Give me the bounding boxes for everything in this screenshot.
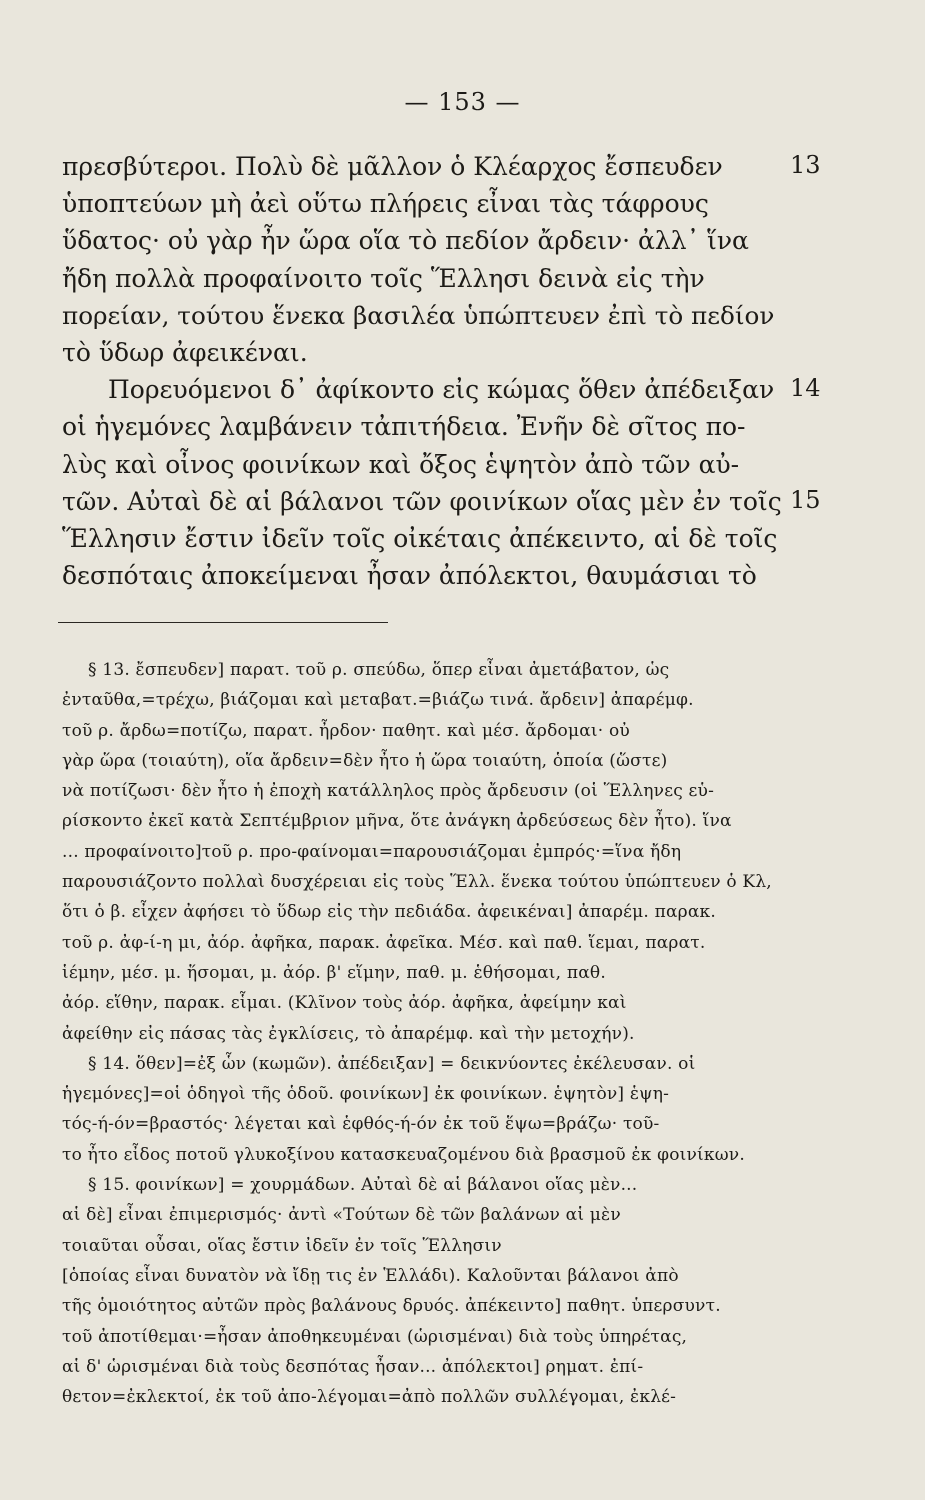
note-line: παρουσιάζοντο πολλαὶ δυσχέρειαι εἰς τοὺς Ἕλλ. ἕνεκα τούτου ὑπώπτευεν ὁ Κλ, [62, 872, 772, 893]
note-line: ἡγεμόνες]=οἱ ὁδηγοὶ τῆς ὁδοῦ. φοινίκων] ἐκ φοινίκων. ἑψητὸν] ἑψη- [62, 1084, 670, 1105]
main-text-line: τὸ ὕδωρ ἀφεικέναι. [62, 337, 308, 367]
note-line: ... προφαίνοιτο]τοῦ ρ. προ-φαίνομαι=παρουσιάζομαι ἐμπρός·=ἵνα ἤδη [62, 841, 682, 862]
note-line: τοῦ ἀποτίθεμαι·=ἦσαν ἀποθηκευμέναι (ὡρισμέναι) διὰ τοὺς ὑπηρέτας, [62, 1326, 688, 1347]
commentary-notes [62, 655, 842, 1412]
note-line: τοῦ ρ. ἀφ-ί-η μι, ἀόρ. ἀφῆκα, παρακ. ἀφεῖκα. Μέσ. καὶ παθ. ἵεμαι, παρατ. [62, 932, 706, 953]
note-line: ἐνταῦθα,=τρέχω, βιάζομαι καὶ μεταβατ.=βιάζω τινά. ἄρδειν] ἀπαρέμφ. [62, 690, 694, 711]
note-line: ὅτι ὁ β. εἶχεν ἀφήσει τὸ ὕδωρ εἰς τὴν πεδιάδα. ἀφεικέναι] ἀπαρέμ. παρακ. [62, 902, 716, 923]
note-line: θετον=ἐκλεκτοί, ἐκ τοῦ ἀπο-λέγομαι=ἀπὸ πολλῶν συλλέγομαι, ἐκλέ- [62, 1387, 677, 1408]
note-line: [ὁποίας εἶναι δυνατὸν νὰ ἴδῃ τις ἐν Ἑλλάδι). Καλοῦνται βάλανοι ἀπὸ [62, 1265, 679, 1286]
main-text-line: τῶν. Αὐταὶ δὲ αἱ βάλανοι τῶν φοινίκων οἵας μὲν ἐν τοῖς [62, 486, 782, 516]
note-line: ρίσκοντο ἐκεῖ κατὰ Σεπτέμβριον μῆνα, ὅτε ἀνάγκη ἀρδεύσεως δὲν ἦτο). ἵνα [62, 811, 732, 832]
main-text-line: Πορευόμενοι δ᾽ ἀφίκοντο εἰς κώμας ὅθεν ἀπέδειξαν [108, 375, 775, 405]
section-number: 15 [790, 485, 821, 514]
note-line: τός-ή-όν=βραστός· λέγεται καὶ ἑφθός-ή-όν ἐκ τοῦ ἕψω=βράζω· τοῦ- [62, 1114, 660, 1135]
main-text-line: δεσπόταις ἀποκείμεναι ἦσαν ἀπόλεκτοι, θαυμάσιαι τὸ [62, 561, 757, 591]
main-text-line: Ἕλλησιν ἔστιν ἰδεῖν τοῖς οἰκέταις ἀπέκειντο, αἱ δὲ τοῖς [62, 523, 778, 553]
main-text-line: λὺς καὶ οἶνος φοινίκων καὶ ὄξος ἑψητὸν ἀπὸ τῶν αὐ- [62, 449, 740, 479]
section-number: 13 [790, 151, 821, 179]
note-line: ἀφείθην εἰς πάσας τὰς ἐγκλίσεις, τὸ ἀπαρέμφ. καὶ τὴν μετοχήν). [62, 1023, 635, 1044]
main-text-block [62, 148, 782, 594]
main-text-line: ὕδατος· οὐ γὰρ ἦν ὥρα οἵα τὸ πεδίον ἄρδειν· ἀλλ᾽ ἵνα [62, 226, 749, 256]
main-text-line: ὑποπτεύων μὴ ἀεὶ οὕτω πλήρεις εἶναι τὰς τάφρους [62, 189, 709, 219]
note-line: γὰρ ὥρα (τοιαύτη), οἵα ἄρδειν=δὲν ἦτο ἡ ὥρα τοιαύτη, ὁποία (ὥστε) [62, 750, 668, 771]
note-line: το ἦτο εἶδος ποτοῦ γλυκοξίνου κατασκευαζομένου διὰ βρασμοῦ ἐκ φοινίκων. [62, 1144, 745, 1165]
footnote-divider [58, 622, 388, 623]
note-line: § 14. ὅθεν]=ἐξ ὧν (κωμῶν). ἀπέδειξαν] = δεικνύοντες ἐκέλευσαν. οἱ [88, 1053, 696, 1074]
main-text-line: πορείαν, τούτου ἕνεκα βασιλέα ὑπώπτευεν ἐπὶ τὸ πεδίον [62, 300, 775, 330]
note-line: αἱ δ' ὡρισμέναι διὰ τοὺς δεσπότας ἦσαν... ἀπόλεκτοι] ρηματ. ἐπί- [62, 1356, 644, 1377]
note-line: τῆς ὁμοιότητος αὐτῶν πρὸς βαλάνους δρυός. ἀπέκειντο] παθητ. ὑπερσυντ. [62, 1296, 721, 1317]
note-line: αἱ δὲ] εἶναι ἐπιμερισμός· ἀντὶ «Τούτων δὲ τῶν βαλάνων αἱ μὲν [62, 1205, 621, 1226]
note-line: ἱέμην, μέσ. μ. ἥσομαι, μ. ἀόρ. β' εἵμην, παθ. μ. ἑθήσομαι, παθ. [62, 962, 606, 983]
note-line: ἀόρ. εἵθην, παρακ. εἷμαι. (Κλῖνον τοὺς ἀόρ. ἀφῆκα, ἀφείμην καὶ [62, 993, 627, 1014]
note-line: νὰ ποτίζωσι· δὲν ἦτο ἡ ἐποχὴ κατάλληλος πρὸς ἄρδευσιν (οἱ Ἕλληνες εὑ- [62, 781, 715, 802]
page-number: — 153 — [404, 88, 521, 116]
note-line: τοῦ ρ. ἄρδω=ποτίζω, παρατ. ἦρδον· παθητ. καὶ μέσ. ἄρδομαι· οὐ [62, 720, 630, 741]
note-line: § 13. ἔσπευδεν] παρατ. τοῦ ρ. σπεύδω, ὅπερ εἶναι ἀμετάβατον, ὡς [88, 660, 670, 680]
note-line: τοιαῦται οὖσαι, οἵας ἔστιν ἰδεῖν ἐν τοῖς Ἕλλησιν [62, 1235, 502, 1256]
section-number: 14 [790, 374, 821, 403]
note-line: § 15. φοινίκων] = χουρμάδων. Αὐταὶ δὲ αἱ βάλανοι οἵας μὲν... [88, 1175, 638, 1196]
main-text-line: οἱ ἡγεμόνες λαμβάνειν τἀπιτήδεια. Ἐνῆν δὲ σῖτος πο- [62, 412, 746, 442]
main-text-line: πρεσβύτεροι. Πολὺ δὲ μᾶλλον ὁ Κλέαρχος ἔσπευδεν [62, 152, 723, 181]
main-text-line: ἤδη πολλὰ προφαίνοιτο τοῖς Ἕλλησι δεινὰ εἰς τὴν [62, 263, 705, 293]
